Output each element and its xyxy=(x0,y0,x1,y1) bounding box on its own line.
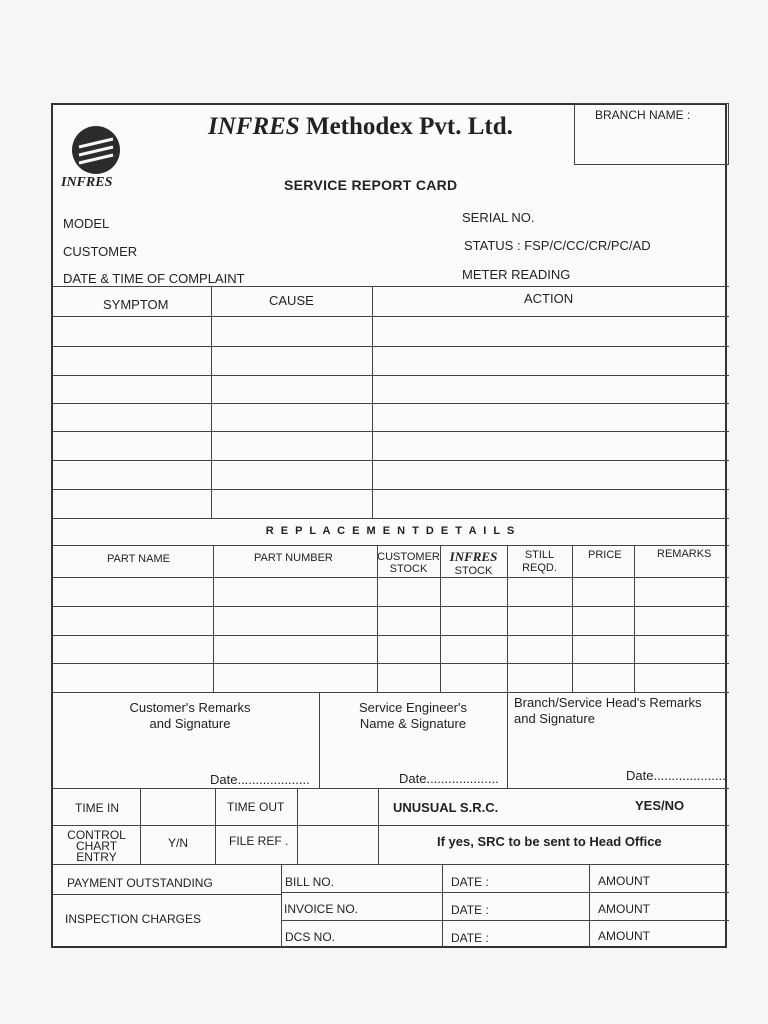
company-brand: INFRES xyxy=(208,113,300,140)
control-chart-line1: CONTROL xyxy=(67,828,126,842)
customer-remarks-line1: Customer's Remarks xyxy=(129,700,251,715)
infres-stock-line1: INFRES xyxy=(449,549,498,564)
still-reqd-header xyxy=(507,549,572,575)
yes-no-option[interactable]: YES/NO xyxy=(635,798,685,813)
if-yes-note: If yes, SRC to be sent to Head Office xyxy=(437,834,662,849)
unusual-src-label: UNUSUAL S.R.C. xyxy=(393,800,499,815)
branch-name-box[interactable] xyxy=(574,103,729,165)
file-ref-label: FILE REF . xyxy=(229,834,289,848)
remarks-header: REMARKS xyxy=(657,548,712,560)
control-chart-entry-label xyxy=(53,830,140,863)
control-chart-line3: ENTRY xyxy=(76,850,117,864)
card-title: SERVICE REPORT CARD xyxy=(284,177,458,193)
payment-outstanding-label: PAYMENT OUTSTANDING xyxy=(67,876,213,890)
bill-no-label: BILL NO. xyxy=(285,875,334,889)
status-label: STATUS : FSP/C/CC/CR/PC/AD xyxy=(464,238,651,253)
still-reqd-line2: REQD. xyxy=(522,562,557,574)
replacement-title: R E P L A C E M E N T D E T A I L S xyxy=(265,525,517,537)
part-number-header: PART NUMBER xyxy=(254,552,333,564)
customer-label: CUSTOMER xyxy=(63,244,138,259)
customer-stock-line1: CUSTOMER xyxy=(377,551,440,563)
logo-text: INFRES xyxy=(61,175,113,190)
engineer-signature-line2: Name & Signature xyxy=(359,716,467,731)
invoice-date-label: DATE : xyxy=(451,903,489,917)
branch-name-label: BRANCH NAME : xyxy=(595,108,691,122)
action-header: ACTION xyxy=(524,291,574,306)
dcs-date-label: DATE : xyxy=(451,931,489,945)
customer-remarks-label xyxy=(53,700,327,732)
infres-stock-line2: STOCK xyxy=(454,565,493,577)
symptom-header: SYMPTOM xyxy=(103,297,169,312)
infres-logo xyxy=(69,125,125,181)
dcs-no-label: DCS NO. xyxy=(285,930,336,944)
customer-stock-header xyxy=(377,551,440,575)
part-name-header: PART NAME xyxy=(107,553,170,565)
serial-no-label: SERIAL NO. xyxy=(462,210,535,225)
engineer-signature-label xyxy=(319,700,507,732)
company-name xyxy=(208,113,513,141)
company-name-rest: Methodex Pvt. Ltd. xyxy=(305,113,513,140)
branch-remarks-line1: Branch/Service Head's Remarks xyxy=(514,695,702,710)
customer-date-field[interactable]: Date.................... xyxy=(210,772,310,787)
service-report-form xyxy=(51,103,727,948)
infres-stock-header xyxy=(440,550,507,578)
time-in-label: TIME IN xyxy=(75,801,119,815)
price-header: PRICE xyxy=(588,549,622,561)
customer-remarks-line2: and Signature xyxy=(149,716,231,731)
invoice-no-label: INVOICE NO. xyxy=(284,902,359,916)
branch-date-field[interactable]: Date.................... xyxy=(626,768,726,783)
control-chart-yn[interactable]: Y/N xyxy=(168,836,189,850)
complaint-date-label: DATE & TIME OF COMPLAINT xyxy=(63,271,245,286)
bill-date-label: DATE : xyxy=(451,875,489,889)
bill-amount-label: AMOUNT xyxy=(598,874,650,888)
model-label: MODEL xyxy=(63,216,110,231)
customer-stock-line2: STOCK xyxy=(389,563,428,575)
engineer-date-field[interactable]: Date.................... xyxy=(399,771,499,786)
invoice-amount-label: AMOUNT xyxy=(598,902,650,916)
branch-remarks-label xyxy=(514,695,701,727)
still-reqd-line1: STILL xyxy=(524,549,555,561)
control-chart-line2: CHART xyxy=(75,839,118,853)
engineer-signature-line1: Service Engineer's xyxy=(359,700,467,715)
inspection-charges-label: INSPECTION CHARGES xyxy=(65,912,202,926)
branch-remarks-line2: and Signature xyxy=(514,711,595,726)
cause-header: CAUSE xyxy=(269,293,314,308)
meter-reading-label: METER READING xyxy=(462,267,571,282)
dcs-amount-label: AMOUNT xyxy=(598,929,650,943)
time-out-label: TIME OUT xyxy=(227,800,285,814)
